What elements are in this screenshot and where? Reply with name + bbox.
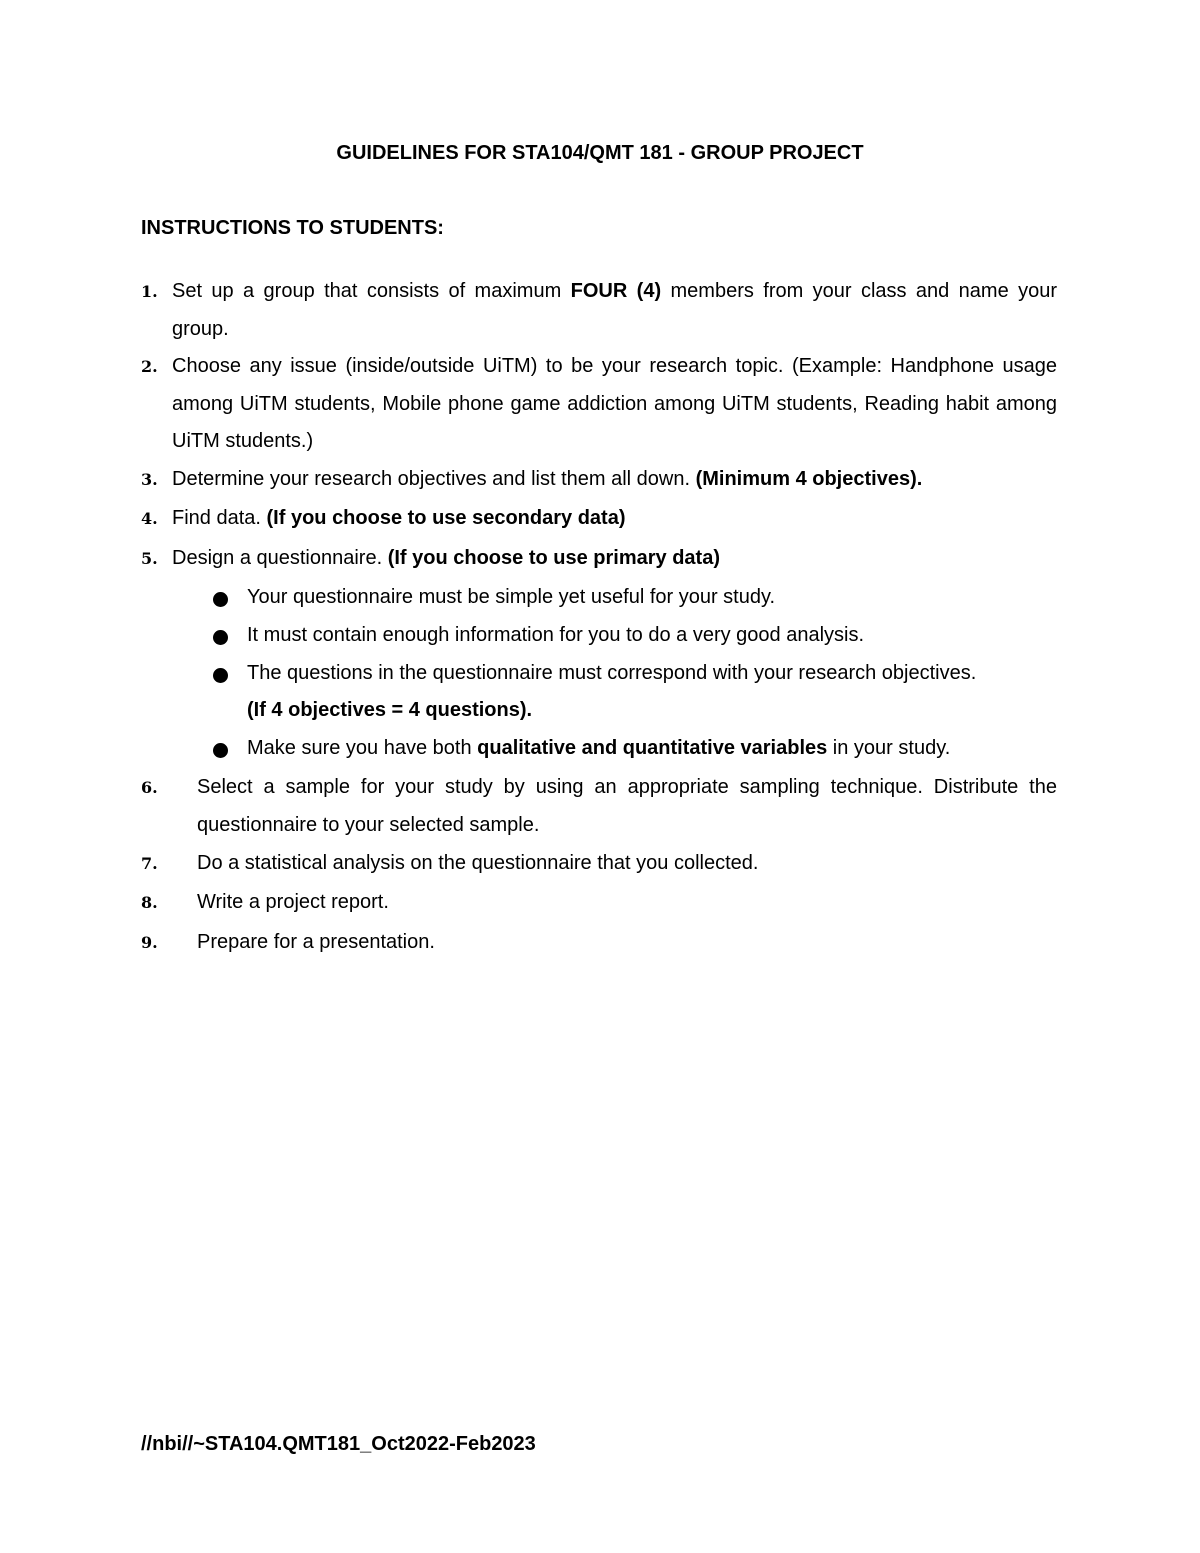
list-item-number: 3.: [141, 470, 158, 489]
list-item: [141, 884, 1057, 922]
list-item-number: 2.: [141, 357, 158, 376]
bullet-icon: [213, 630, 228, 645]
list-item-number: 6.: [141, 778, 158, 797]
page-footer: //nbi//~STA104.QMT181_Oct2022-Feb2023: [141, 1433, 536, 1455]
list-item-text: Choose any issue (inside/outside UiTM) to be your research topic. (Example: Handphone usage among UiTM students, Mobile phone game addiction among UiTM students, Reading habit among UiTM students.): [172, 355, 1057, 452]
list-item-text: Set up a group that consists of maximum FOUR (4) members from your class and name your group.: [172, 280, 1057, 340]
bullet-icon: [213, 743, 228, 758]
list-item-number: 1.: [141, 282, 158, 301]
list-item-text: Do a statistical analysis on the questionnaire that you collected.: [197, 852, 759, 874]
list-item: [141, 769, 1057, 844]
list-item: [141, 924, 1057, 962]
list-item-number: 9.: [141, 933, 158, 952]
list-item: [141, 540, 1057, 578]
list-item-text: Determine your research objectives and list them all down. (Minimum 4 objectives).: [172, 468, 923, 490]
list-item: [141, 348, 1057, 461]
list-item-text: Design a questionnaire. (If you choose to use primary data): [172, 547, 720, 569]
list-item-number: 5.: [141, 549, 158, 568]
list-item-number: 4.: [141, 509, 158, 528]
bullet-icon: [213, 592, 228, 607]
list-item-text: Write a project report.: [197, 891, 389, 913]
section-heading: INSTRUCTIONS TO STUDENTS:: [141, 217, 444, 239]
bullet-text: Make sure you have both qualitative and quantitative variables in your study.: [247, 737, 951, 759]
list-item: [141, 273, 1057, 348]
document-title: GUIDELINES FOR STA104/QMT 181 - GROUP PROJECT: [336, 142, 864, 164]
list-item: [141, 845, 1057, 883]
list-item-text: Find data. (If you choose to use secondary data): [172, 507, 626, 529]
list-item: [141, 500, 1057, 538]
list-item-number: 7.: [141, 854, 158, 873]
bullet-text-bold: (If 4 objectives = 4 questions).: [247, 699, 533, 721]
bullet-icon: [213, 668, 228, 683]
list-item-text: Prepare for a presentation.: [197, 931, 435, 953]
bullet-text: Your questionnaire must be simple yet useful for your study.: [247, 586, 776, 608]
list-item-text: Select a sample for your study by using an appropriate sampling technique. Distribute the questionnaire to your selected sample.: [197, 776, 1057, 836]
bullet-text: The questions in the questionnaire must correspond with your research objectives.: [247, 662, 977, 684]
bullet-text: It must contain enough information for you to do a very good analysis.: [247, 624, 865, 646]
list-item-number: 8.: [141, 893, 158, 912]
list-item: [141, 461, 1057, 499]
